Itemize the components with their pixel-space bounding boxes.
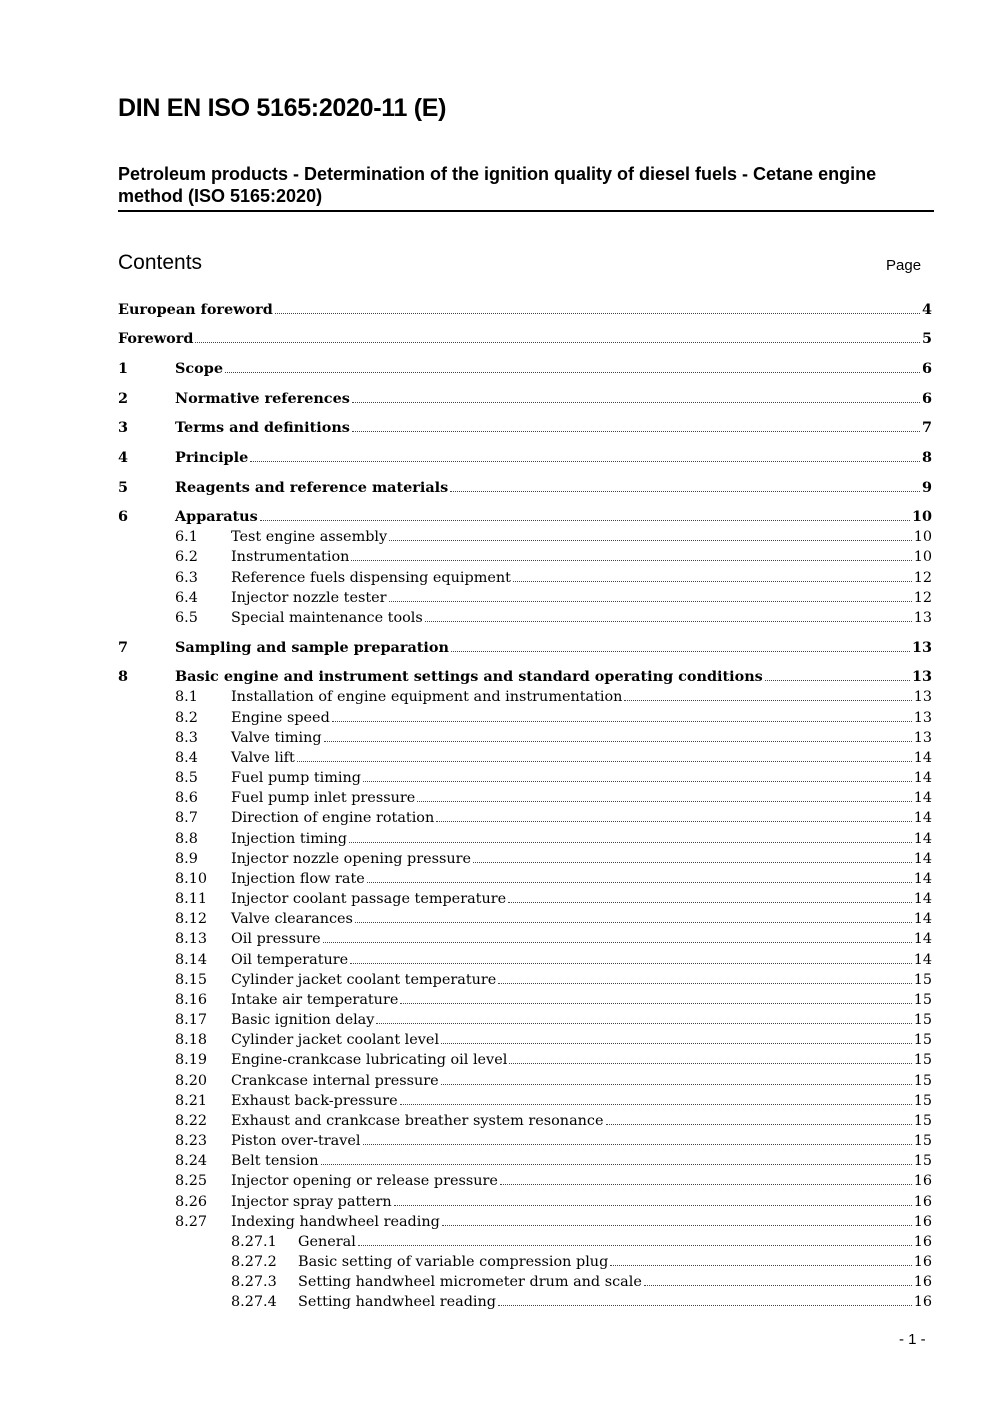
toc-entry-title: Injector nozzle opening pressure xyxy=(231,851,472,867)
toc-entry-title: Fuel pump inlet pressure xyxy=(231,790,416,806)
toc-entry[interactable] xyxy=(118,638,932,658)
toc-entry-line xyxy=(231,1131,932,1151)
toc-entry-number: 8.27 xyxy=(175,1214,208,1230)
toc-leader-dots xyxy=(473,861,912,863)
toc-entry-title: Injector nozzle tester xyxy=(231,590,387,606)
toc-entry[interactable] xyxy=(118,507,932,527)
toc-entry-number: 3 xyxy=(118,419,129,436)
toc-entry-line xyxy=(298,1252,932,1272)
toc-entry-page: 15 xyxy=(913,972,932,988)
toc-entry[interactable] xyxy=(118,808,932,828)
toc-entry-page: 15 xyxy=(913,1073,932,1089)
toc-leader-dots xyxy=(400,1002,911,1004)
toc-entry-page: 15 xyxy=(913,1012,932,1028)
toc-leader-dots xyxy=(606,1123,912,1125)
toc-entry-page: 16 xyxy=(913,1214,932,1230)
toc-entry-line xyxy=(175,638,932,658)
toc-entry-number: 6 xyxy=(118,508,129,525)
toc-entry-number: 7 xyxy=(118,639,129,656)
toc-entry-page: 4 xyxy=(921,301,932,318)
toc-entry-line xyxy=(231,768,932,788)
toc-leader-dots xyxy=(644,1284,912,1286)
toc-leader-dots xyxy=(250,460,920,462)
toc-entry-page: 14 xyxy=(913,891,932,907)
toc-leader-dots xyxy=(350,962,912,964)
toc-entry-page: 16 xyxy=(913,1274,932,1290)
toc-entry-title: Valve clearances xyxy=(231,911,353,927)
toc-entry[interactable] xyxy=(118,1171,932,1191)
toc-entry-title: Normative references xyxy=(175,390,350,407)
toc-entry-title: Cylinder jacket coolant temperature xyxy=(231,972,497,988)
toc-entry-page: 5 xyxy=(921,330,932,347)
toc-leader-dots xyxy=(324,740,912,742)
toc-leader-dots xyxy=(498,982,911,984)
toc-leader-dots xyxy=(509,1062,911,1064)
toc-entry[interactable] xyxy=(118,889,932,909)
toc-entry-number: 6.5 xyxy=(175,610,198,626)
toc-entry-number: 8.11 xyxy=(175,891,208,907)
toc-entry-line xyxy=(231,788,932,808)
toc-entry-line xyxy=(231,849,932,869)
toc-entry[interactable] xyxy=(118,448,932,468)
toc-entry-line xyxy=(231,1192,932,1212)
toc-entry-line xyxy=(298,1232,932,1252)
toc-entry-title: Direction of engine rotation xyxy=(231,810,435,826)
toc-entry[interactable] xyxy=(118,1091,932,1111)
toc-entry-page: 13 xyxy=(911,639,932,656)
toc-entry-page: 13 xyxy=(913,610,932,626)
toc-entry-line xyxy=(231,608,932,628)
toc-entry[interactable] xyxy=(118,687,932,707)
toc-entry-number: 8.7 xyxy=(175,810,198,826)
toc-entry-line xyxy=(175,478,932,498)
toc-entry-title: Intake air temperature xyxy=(231,992,399,1008)
toc-leader-dots xyxy=(417,800,911,802)
toc-entry[interactable] xyxy=(118,359,932,379)
toc-entry-page: 15 xyxy=(913,1153,932,1169)
toc-leader-dots xyxy=(195,341,920,343)
toc-entry[interactable] xyxy=(118,1010,932,1030)
toc-entry[interactable] xyxy=(118,748,932,768)
toc-leader-dots xyxy=(349,841,912,843)
toc-leader-dots xyxy=(297,760,912,762)
toc-leader-dots xyxy=(376,1022,911,1024)
toc-entry-page: 14 xyxy=(913,851,932,867)
toc-entry[interactable] xyxy=(118,869,932,889)
toc-entry-page: 14 xyxy=(913,871,932,887)
toc-entry[interactable] xyxy=(118,1192,932,1212)
toc-entry-page: 15 xyxy=(913,992,932,1008)
toc-entry-line xyxy=(175,418,932,438)
toc-leader-dots xyxy=(400,1103,912,1105)
toc-entry-number: 8.20 xyxy=(175,1073,208,1089)
toc-entry-number: 6.3 xyxy=(175,570,198,586)
toc-entry-number: 8.6 xyxy=(175,790,198,806)
toc-entry[interactable] xyxy=(118,1111,932,1131)
toc-leader-dots xyxy=(355,921,912,923)
toc-entry[interactable] xyxy=(118,768,932,788)
toc-entry[interactable] xyxy=(118,1151,932,1171)
toc-leader-dots xyxy=(441,1083,912,1085)
toc-entry[interactable] xyxy=(118,708,932,728)
toc-entry-title: Exhaust and crankcase breather system resonance xyxy=(231,1113,604,1129)
toc-entry-line xyxy=(231,1030,932,1050)
toc-entry-line xyxy=(231,1010,932,1030)
toc-entry-page: 6 xyxy=(921,360,932,377)
toc-entry-title: Setting handwheel micrometer drum and scale xyxy=(298,1274,642,1290)
toc-entry-title: Valve lift xyxy=(231,750,295,766)
toc-entry-number: 8.4 xyxy=(175,750,198,766)
toc-entry-page: 15 xyxy=(913,1133,932,1149)
toc-entry[interactable] xyxy=(118,929,932,949)
toc-entry-page: 16 xyxy=(913,1234,932,1250)
toc-leader-dots xyxy=(500,1183,912,1185)
toc-entry-title: Reference fuels dispensing equipment xyxy=(231,570,511,586)
toc-entry-page: 8 xyxy=(921,449,932,466)
toc-entry[interactable] xyxy=(118,909,932,929)
toc-leader-dots xyxy=(323,941,912,943)
toc-entry[interactable] xyxy=(118,829,932,849)
toc-entry-title: Basic ignition delay xyxy=(231,1012,375,1028)
toc-entry-number: 8.16 xyxy=(175,992,208,1008)
toc-entry[interactable] xyxy=(118,547,932,567)
toc-entry-page: 14 xyxy=(913,770,932,786)
toc-entry-title: Terms and definitions xyxy=(175,419,350,436)
toc-entry-title: Test engine assembly xyxy=(231,529,388,545)
toc-entry-line xyxy=(231,889,932,909)
toc-entry-title: Principle xyxy=(175,449,249,466)
toc-entry-title: Engine speed xyxy=(231,710,330,726)
toc-leader-dots xyxy=(363,1143,912,1145)
toc-leader-dots xyxy=(425,620,912,622)
toc-entry-title: Installation of engine equipment and instrumentation xyxy=(231,689,623,705)
toc-entry[interactable] xyxy=(118,389,932,409)
toc-leader-dots xyxy=(260,519,910,521)
toc-entry-line xyxy=(231,728,932,748)
toc-entry-number: 8.8 xyxy=(175,831,198,847)
toc-entry-number: 8.24 xyxy=(175,1153,208,1169)
toc-entry-page: 16 xyxy=(913,1194,932,1210)
toc-entry-line xyxy=(231,950,932,970)
toc-leader-dots xyxy=(498,1304,912,1306)
toc-entry[interactable] xyxy=(118,849,932,869)
toc-entry-title: Basic setting of variable compression plug xyxy=(298,1254,609,1270)
toc-entry[interactable] xyxy=(118,1071,932,1091)
toc-entry-page: 9 xyxy=(921,479,932,496)
toc-entry-title: Engine-crankcase lubricating oil level xyxy=(231,1052,508,1068)
toc-leader-dots xyxy=(351,559,911,561)
toc-entry-title: Oil pressure xyxy=(231,931,321,947)
toc-entry[interactable] xyxy=(118,1292,932,1312)
toc-entry-line xyxy=(231,1151,932,1171)
toc-entry-number: 8.3 xyxy=(175,730,198,746)
toc-entry-line xyxy=(231,588,932,608)
toc-entry-page: 16 xyxy=(913,1294,932,1310)
toc-entry-line xyxy=(118,329,932,349)
toc-entry-title: Valve timing xyxy=(231,730,322,746)
toc-leader-dots xyxy=(394,1204,912,1206)
toc-entry-title: Injection timing xyxy=(231,831,347,847)
toc-entry-line xyxy=(231,748,932,768)
toc-entry-line xyxy=(175,667,932,687)
toc-entry-page: 13 xyxy=(913,689,932,705)
toc-leader-dots xyxy=(352,430,920,432)
toc-leader-dots xyxy=(451,650,910,652)
toc-entry-title: Piston over-travel xyxy=(231,1133,361,1149)
toc-entry-title: Exhaust back-pressure xyxy=(231,1093,398,1109)
toc-entry[interactable] xyxy=(118,418,932,438)
toc-entry-number: 8.13 xyxy=(175,931,208,947)
toc-entry-page: 16 xyxy=(913,1254,932,1270)
toc-entry-line xyxy=(231,527,932,547)
toc-entry-title: Foreword xyxy=(118,330,194,347)
toc-entry-number: 8.25 xyxy=(175,1173,208,1189)
toc-leader-dots xyxy=(225,371,920,373)
toc-entry[interactable] xyxy=(118,1131,932,1151)
toc-leader-dots xyxy=(358,1244,912,1246)
toc-entry-page: 14 xyxy=(913,750,932,766)
document-title: Petroleum products - Determination of the ignition quality of diesel fuels - Cetane engine method (ISO 5165:2020) xyxy=(118,164,877,206)
toc-entry-number: 4 xyxy=(118,449,129,466)
toc-entry-title: Cylinder jacket coolant level xyxy=(231,1032,440,1048)
toc-entry-number: 2 xyxy=(118,390,129,407)
toc-entry-number: 6.4 xyxy=(175,590,198,606)
toc-entry-line xyxy=(231,808,932,828)
toc-entry-page: 10 xyxy=(913,529,932,545)
toc-entry-title: Injector opening or release pressure xyxy=(231,1173,498,1189)
toc-entry-page: 14 xyxy=(913,931,932,947)
toc-entry-title: Apparatus xyxy=(175,508,258,525)
toc-entry[interactable] xyxy=(118,728,932,748)
toc-leader-dots xyxy=(442,1224,912,1226)
toc-entry-number: 8.9 xyxy=(175,851,198,867)
toc-leader-dots xyxy=(352,401,920,403)
toc-entry-title: Scope xyxy=(175,360,223,377)
toc-entry-title: Injector coolant passage temperature xyxy=(231,891,507,907)
toc-entry[interactable] xyxy=(118,568,932,588)
toc-entry-number: 8.2 xyxy=(175,710,198,726)
toc-entry-page: 7 xyxy=(921,419,932,436)
toc-entry-page: 12 xyxy=(913,590,932,606)
toc-leader-dots xyxy=(389,539,912,541)
toc-entry-line xyxy=(231,1171,932,1191)
toc-entry-line xyxy=(118,300,932,320)
toc-entry-number: 8.14 xyxy=(175,952,208,968)
toc-entry[interactable] xyxy=(118,527,932,547)
toc-entry-page: 13 xyxy=(913,710,932,726)
toc-entry-page: 6 xyxy=(921,390,932,407)
toc-leader-dots xyxy=(610,1264,911,1266)
toc-entry-line xyxy=(298,1272,932,1292)
toc-entry-title: Crankcase internal pressure xyxy=(231,1073,439,1089)
toc-entry-page: 12 xyxy=(913,570,932,586)
toc-entry[interactable] xyxy=(118,667,932,687)
toc-entry-page: 13 xyxy=(911,668,932,685)
toc-entry-number: 8.1 xyxy=(175,689,198,705)
toc-entry-page: 14 xyxy=(913,810,932,826)
toc-entry-number: 8.27.1 xyxy=(231,1234,277,1250)
toc-entry[interactable] xyxy=(118,1252,932,1272)
toc-entry[interactable] xyxy=(118,1050,932,1070)
toc-entry-page: 15 xyxy=(913,1093,932,1109)
toc-entry-page: 14 xyxy=(913,911,932,927)
toc-leader-dots xyxy=(321,1163,912,1165)
toc-entry-title: European foreword xyxy=(118,301,273,318)
toc-entry-number: 8.22 xyxy=(175,1113,208,1129)
toc-leader-dots xyxy=(436,820,911,822)
toc-entry-title: Indexing handwheel reading xyxy=(231,1214,440,1230)
toc-entry-title: Injector spray pattern xyxy=(231,1194,392,1210)
toc-leader-dots xyxy=(389,600,912,602)
toc-entry-number: 8.26 xyxy=(175,1194,208,1210)
page-column-heading: Page xyxy=(886,257,922,274)
toc-entry-line xyxy=(231,829,932,849)
toc-entry-page: 14 xyxy=(913,831,932,847)
toc-entry-number: 8.15 xyxy=(175,972,208,988)
toc-entry-line xyxy=(175,507,932,527)
toc-entry-line xyxy=(231,970,932,990)
toc-leader-dots xyxy=(275,312,920,314)
toc-entry-line xyxy=(231,568,932,588)
toc-leader-dots xyxy=(450,490,920,492)
toc-entry-line xyxy=(231,1050,932,1070)
toc-entry[interactable] xyxy=(118,990,932,1010)
toc-entry-line xyxy=(231,990,932,1010)
toc-entry-line xyxy=(175,359,932,379)
toc-entry-title: Setting handwheel reading xyxy=(298,1294,496,1310)
toc-entry-title: Sampling and sample preparation xyxy=(175,639,449,656)
toc-leader-dots xyxy=(624,699,911,701)
toc-entry-line xyxy=(175,448,932,468)
toc-entry-line xyxy=(175,389,932,409)
toc-entry-number: 8.12 xyxy=(175,911,208,927)
toc-entry-page: 15 xyxy=(913,1113,932,1129)
toc-entry[interactable] xyxy=(118,1212,932,1232)
toc-entry-page: 14 xyxy=(913,790,932,806)
toc-leader-dots xyxy=(765,679,910,681)
toc-entry[interactable] xyxy=(118,588,932,608)
toc-entry-number: 6.1 xyxy=(175,529,198,545)
toc-entry[interactable] xyxy=(118,788,932,808)
toc-entry-number: 8 xyxy=(118,668,129,685)
toc-entry-line xyxy=(231,869,932,889)
toc-entry-page: 16 xyxy=(913,1173,932,1189)
toc-entry-number: 8.27.3 xyxy=(231,1274,277,1290)
toc-entry-page: 14 xyxy=(913,952,932,968)
toc-entry-page: 15 xyxy=(913,1032,932,1048)
contents-heading: Contents xyxy=(118,251,203,274)
toc-entry-page: 15 xyxy=(913,1052,932,1068)
toc-entry[interactable] xyxy=(118,478,932,498)
toc-leader-dots xyxy=(513,580,912,582)
toc-entry-line xyxy=(298,1292,932,1312)
toc-entry-line xyxy=(231,909,932,929)
toc-entry[interactable] xyxy=(118,1232,932,1252)
toc-entry[interactable] xyxy=(118,1030,932,1050)
document-standard-id: DIN EN ISO 5165:2020-11 (E) xyxy=(118,94,447,122)
toc-entry-title: Instrumentation xyxy=(231,549,350,565)
title-divider xyxy=(118,210,934,212)
toc-entry[interactable] xyxy=(118,1272,932,1292)
toc-entry-number: 8.18 xyxy=(175,1032,208,1048)
toc-entry-title: Oil temperature xyxy=(231,952,349,968)
page-number: - 1 - xyxy=(899,1331,926,1348)
toc-entry-line xyxy=(231,708,932,728)
toc-entry-number: 5 xyxy=(118,479,129,496)
toc-entry-line xyxy=(231,1212,932,1232)
toc-entry[interactable] xyxy=(118,970,932,990)
toc-entry[interactable] xyxy=(118,329,932,349)
toc-entry-number: 1 xyxy=(118,360,129,377)
toc-entry-title: Basic engine and instrument settings and standard operating conditions xyxy=(175,668,763,685)
toc-entry-page: 10 xyxy=(911,508,932,525)
toc-entry[interactable] xyxy=(118,608,932,628)
toc-entry-line xyxy=(231,1071,932,1091)
toc-entry-number: 8.5 xyxy=(175,770,198,786)
toc-leader-dots xyxy=(367,881,912,883)
toc-entry-title: General xyxy=(298,1234,356,1250)
toc-leader-dots xyxy=(363,780,912,782)
toc-leader-dots xyxy=(508,901,912,903)
toc-entry-title: Injection flow rate xyxy=(231,871,365,887)
toc-entry-number: 8.17 xyxy=(175,1012,208,1028)
toc-entry-number: 6.2 xyxy=(175,549,198,565)
toc-entry-title: Belt tension xyxy=(231,1153,319,1169)
toc-entry-page: 13 xyxy=(913,730,932,746)
toc-leader-dots xyxy=(441,1042,912,1044)
toc-leader-dots xyxy=(332,720,912,722)
toc-entry-line xyxy=(231,929,932,949)
toc-entry[interactable] xyxy=(118,300,932,320)
toc-entry-line xyxy=(231,1091,932,1111)
toc-entry[interactable] xyxy=(118,950,932,970)
toc-entry-number: 8.21 xyxy=(175,1093,208,1109)
toc-entry-number: 8.19 xyxy=(175,1052,208,1068)
toc-entry-number: 8.23 xyxy=(175,1133,208,1149)
toc-entry-title: Special maintenance tools xyxy=(231,610,423,626)
toc-entry-number: 8.27.4 xyxy=(231,1294,277,1310)
toc-entry-line xyxy=(231,687,932,707)
toc-entry-line xyxy=(231,1111,932,1131)
toc-entry-page: 10 xyxy=(913,549,932,565)
toc-entry-number: 8.27.2 xyxy=(231,1254,277,1270)
toc-entry-line xyxy=(231,547,932,567)
toc-entry-number: 8.10 xyxy=(175,871,208,887)
toc-entry-title: Fuel pump timing xyxy=(231,770,361,786)
toc-entry-title: Reagents and reference materials xyxy=(175,479,449,496)
